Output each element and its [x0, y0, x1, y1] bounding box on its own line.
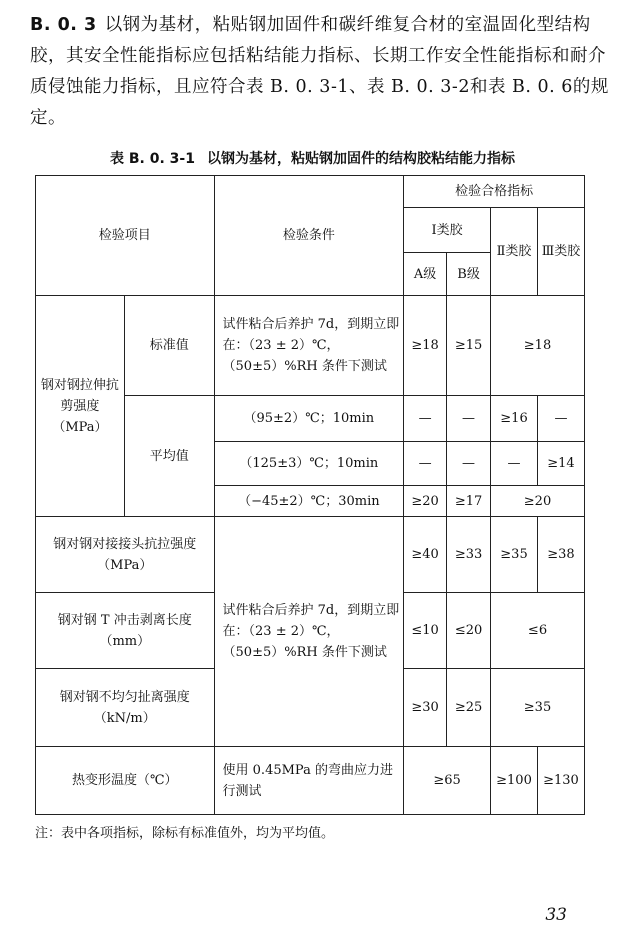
tensile-b: ≥33: [447, 517, 491, 593]
group-condition: 试件粘合后养护 7d，到期立即在：（23 ± 2）℃，（50±5）%RH 条件下测试: [214, 517, 404, 747]
standard-a: ≥18: [404, 296, 447, 396]
heat-condition: 使用 0.45MPa 的弯曲应力进行测试: [214, 747, 404, 815]
header-item: 检验项目: [36, 176, 215, 296]
header-class1: Ⅰ类胶: [404, 208, 491, 253]
standard-label: 标准值: [124, 296, 214, 396]
heat-c3: ≥130: [537, 747, 584, 815]
clause-paragraph: [30, 10, 610, 134]
tensile-a: ≥40: [404, 517, 447, 593]
header-grade-a: A级: [404, 253, 447, 296]
uneven-b: ≥25: [447, 669, 491, 747]
header-class2: Ⅱ类胶: [491, 208, 538, 296]
avg-condition: （−45±2）℃；30min: [214, 486, 404, 517]
avg-c2: ≥16: [491, 396, 538, 442]
heat-c2: ≥100: [491, 747, 538, 815]
header-criteria: 检验合格指标: [404, 176, 585, 208]
table-row: [36, 296, 585, 396]
uneven-a: ≥30: [404, 669, 447, 747]
heat-ab: ≥65: [404, 747, 491, 815]
avg-a: ≥20: [404, 486, 447, 517]
table-row: [36, 747, 585, 815]
avg-b: —: [447, 442, 491, 486]
shear-label: 钢对钢拉伸抗剪强度（MPa）: [36, 296, 125, 517]
table-note: 注：表中各项指标，除标有标准值外，均为平均值。: [35, 826, 335, 841]
page-number: 33: [545, 905, 567, 925]
table-row: [36, 176, 585, 208]
clause-label: B. 0. 3: [30, 15, 97, 35]
avg-condition: （125±3）℃；10min: [214, 442, 404, 486]
avg-c23: ≥20: [491, 486, 585, 517]
header-class3: Ⅲ类胶: [537, 208, 584, 296]
peel-a: ≤10: [404, 593, 447, 669]
avg-c2: —: [491, 442, 538, 486]
table-caption: [0, 148, 625, 168]
header-condition: 检验条件: [214, 176, 404, 296]
spec-table: [35, 175, 585, 815]
table-title: 以钢为基材，粘贴钢加固件的结构胶粘结能力指标: [206, 151, 515, 167]
tensile-c2: ≥35: [491, 517, 538, 593]
clause-text: 以钢为基材，粘贴钢加固件和碳纤维复合材的室温固化型结构胶，其安全性能指标应包括粘结能力指标、长期工作安全性能指标和耐介质侵蚀能力指标，且应符合表 B. 0. 3-1、表 B. 0. 3-2和表 B. 0. 6的规定。: [30, 15, 609, 128]
tensile-label: 钢对钢对接接头抗拉强度（MPa）: [36, 517, 215, 593]
avg-c3: ≥14: [537, 442, 584, 486]
uneven-c23: ≥35: [491, 669, 585, 747]
average-label: 平均值: [124, 396, 214, 517]
tensile-c3: ≥38: [537, 517, 584, 593]
avg-b: —: [447, 396, 491, 442]
peel-label: 钢对钢 T 冲击剥离长度（mm）: [36, 593, 215, 669]
standard-c23: ≥18: [491, 296, 585, 396]
standard-b: ≥15: [447, 296, 491, 396]
table-row: [36, 517, 585, 593]
header-grade-b: B级: [447, 253, 491, 296]
avg-a: —: [404, 396, 447, 442]
uneven-label: 钢对钢不均匀扯离强度（kN/m）: [36, 669, 215, 747]
standard-condition: 试件粘合后养护 7d，到期立即在：（23 ± 2）℃，（50±5）%RH 条件下测试: [214, 296, 404, 396]
avg-c3: —: [537, 396, 584, 442]
peel-b: ≤20: [447, 593, 491, 669]
avg-a: —: [404, 442, 447, 486]
heat-label: 热变形温度（℃）: [36, 747, 215, 815]
peel-c23: ≤6: [491, 593, 585, 669]
table-number: 表 B. 0. 3-1: [110, 151, 195, 167]
avg-b: ≥17: [447, 486, 491, 517]
avg-condition: （95±2）℃；10min: [214, 396, 404, 442]
